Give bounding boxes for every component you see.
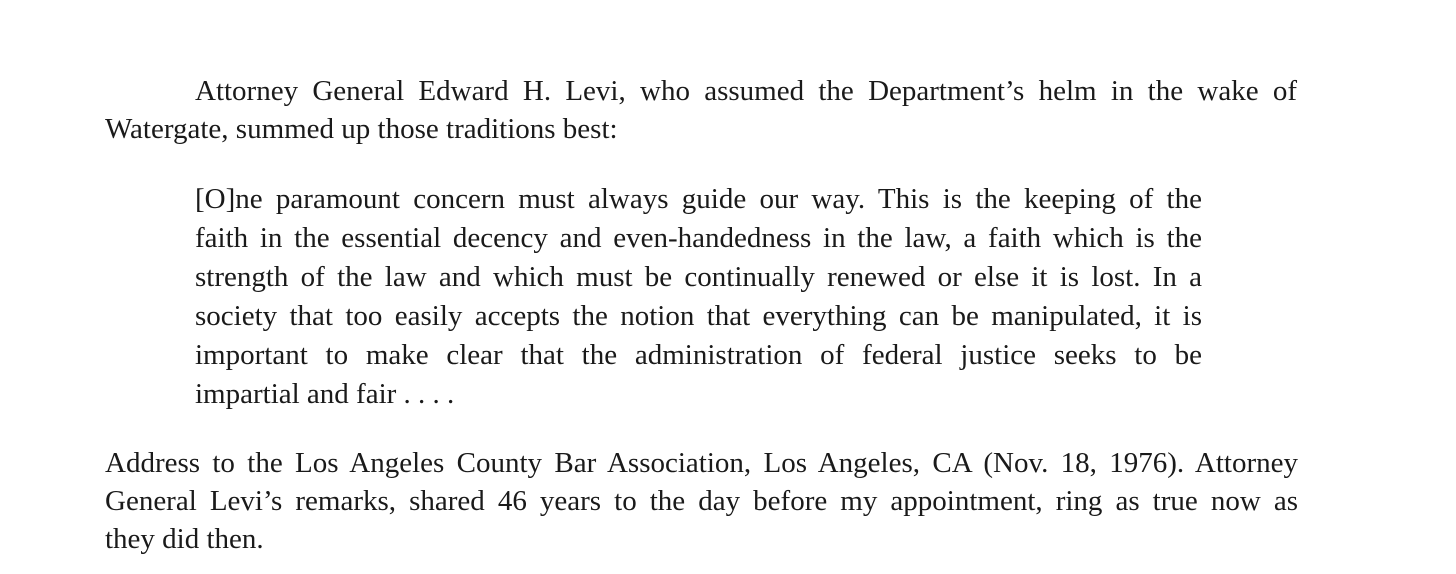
quote-line-1: [O]ne paramount concern must always guide our way. This is the keeping of the	[195, 183, 1202, 215]
quote-line-2: faith in the essential decency and even-handedness in the law, a faith which is the	[195, 222, 1202, 254]
quote-line-6: impartial and fair . . . .	[195, 378, 455, 410]
quote-line-3: strength of the law and which must be continually renewed or else it is lost. In a	[195, 261, 1202, 293]
quote-line-4: society that too easily accepts the notion that everything can be manipulated, it is	[195, 300, 1202, 332]
intro-line-2: Watergate, summed up those traditions best:	[105, 113, 618, 145]
intro-line-1: Attorney General Edward H. Levi, who assumed the Department’s helm in the wake of	[195, 75, 1297, 107]
quote-line-5: important to make clear that the administration of federal justice seeks to be	[195, 339, 1202, 371]
citation-line-1: Address to the Los Angeles County Bar Association, Los Angeles, CA (Nov. 18, 1976). Attorney	[105, 447, 1298, 479]
citation-line-3: they did then.	[105, 523, 264, 555]
citation-line-2: General Levi’s remarks, shared 46 years to the day before my appointment, ring as true now as	[105, 485, 1298, 517]
